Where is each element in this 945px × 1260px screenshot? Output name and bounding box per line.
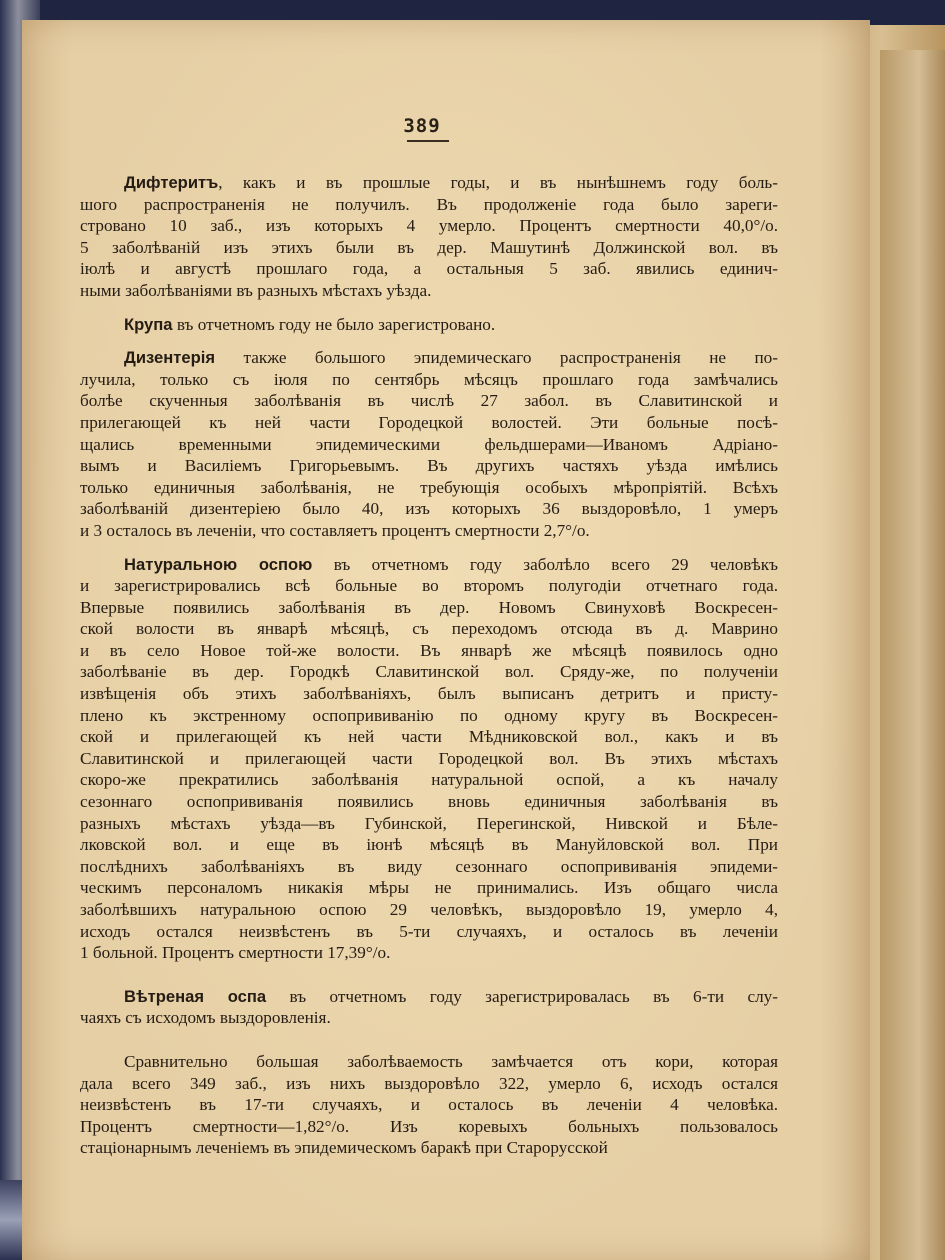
- line-text: и 3 осталось въ леченіи, что составляетъ процентъ смертности 2,7°/о.: [80, 520, 590, 540]
- line-text: и въ село Новое той-же волости. Въ январѣ же мѣсяцѣ появилось одно: [80, 640, 778, 660]
- text-line: [80, 1007, 778, 1029]
- text-line: [80, 520, 778, 542]
- line-text: также большого эпидемическаго распространенія не по-: [215, 348, 778, 368]
- line-text: лковской вол. и еще въ іюнѣ мѣсяцѣ въ Мануйловской вол. При: [80, 835, 778, 855]
- line-text: ческимъ персоналомъ никакія мѣры не принимались. Изъ общаго числа: [80, 878, 778, 898]
- text-line: [80, 575, 778, 597]
- line-text: ными заболѣваніями въ разныхъ мѣстахъ уѣзда.: [80, 280, 432, 300]
- section-keyword: Дифтеритъ: [124, 173, 219, 192]
- line-text: болѣе скученныя заболѣванія въ числѣ 27 забол. въ Славитинской и: [80, 391, 778, 411]
- section-keyword: Крупа: [124, 314, 173, 334]
- text-line: [80, 899, 778, 921]
- line-text: вымъ и Василіемъ Григорьевымъ. Въ другихъ частяхъ уѣзда имѣлись: [80, 456, 778, 476]
- line-text: лучила, только съ іюля по сентябрь мѣсяцъ прошлаго года замѣчались: [80, 369, 778, 389]
- line-text: только единичныя заболѣванія, не требующія особыхъ мѣропріятій. Всѣхъ: [80, 477, 778, 497]
- text-line: [80, 640, 778, 662]
- line-text: въ отчетномъ году не было зарегистровано.: [172, 314, 496, 334]
- text-line: [80, 498, 778, 520]
- page-body-text: [80, 172, 778, 1171]
- text-line: [80, 705, 778, 727]
- text-line: [80, 791, 778, 813]
- line-text: , какъ и въ прошлые годы, и въ нынѣшнемъ году боль-: [218, 173, 778, 192]
- line-text: заболѣваніе въ дер. Городкѣ Славитинской вол. Сряду-же, по полученіи: [80, 662, 778, 682]
- line-text: исходъ остался неизвѣстенъ въ 5-ти случаяхъ, и осталось въ леченіи: [80, 921, 778, 941]
- text-line: [80, 215, 778, 237]
- line-text: сезоннаго оспопрививанія появились вновь единичныя заболѣванія въ: [80, 792, 778, 812]
- line-text: Впервые появились заболѣванія въ дер. Новомъ Свинуховѣ Воскресен-: [80, 597, 778, 617]
- book-page: [22, 20, 870, 1260]
- line-text: стаціонарнымъ леченіемъ въ эпидемическомъ баракѣ при Старорусской: [80, 1138, 608, 1158]
- text-line: [80, 1094, 778, 1116]
- paragraph: [80, 347, 778, 541]
- line-text: скоро-же прекратились заболѣванія натуральной оспой, а къ началу: [80, 770, 778, 790]
- line-text: заболѣваній дизентеріею было 40, изъ которыхъ 36 выздоровѣло, 1 умеръ: [80, 499, 778, 519]
- line-text: заболѣвшихъ натуральною оспою 29 человѣкъ, выздоровѣло 19, умерло 4,: [80, 900, 778, 919]
- line-text: 5 заболѣваній изъ этихъ были въ дер. Машутинѣ Должинской вол. въ: [80, 237, 778, 257]
- text-line: [80, 856, 778, 878]
- text-line: [80, 661, 778, 683]
- line-text: стровано 10 заб., изъ которыхъ 4 умерло. Процентъ смертности 40,0°/о.: [80, 216, 778, 236]
- line-text: шого распространенія не получилъ. Въ продолженіе года было зареги-: [80, 194, 778, 214]
- line-text: ской и прилегающей къ ней части Мѣдниковской вол., какъ и въ: [80, 727, 778, 747]
- line-text: Славитинской и прилегающей части Городецкой вол. Въ этихъ мѣстахъ: [80, 748, 778, 768]
- line-text: 1 больной. Процентъ смертности 17,39°/о.: [80, 943, 391, 963]
- text-line: [80, 921, 778, 943]
- line-text: неизвѣстенъ въ 17-ти случаяхъ, и осталось въ леченіи 4 человѣка.: [80, 1095, 778, 1115]
- text-line: [80, 1116, 778, 1138]
- line-text: Сравнительно большая заболѣваемость замѣчается отъ кори, которая: [124, 1051, 778, 1071]
- text-line: [80, 314, 778, 336]
- line-text: въ отчетномъ году заболѣло всего 29 человѣкъ: [312, 554, 778, 574]
- text-line: [80, 280, 778, 302]
- line-text: чаяхъ съ исходомъ выздоровленія.: [80, 1008, 331, 1028]
- paragraph: [80, 1051, 778, 1159]
- line-text: плено къ экстренному оспопрививанію по одному кругу въ Воскресен-: [80, 705, 778, 725]
- line-text: ской волости въ январѣ мѣсяцѣ, съ переходомъ отсюда въ д. Маврино: [80, 619, 778, 639]
- text-line: [80, 813, 778, 835]
- text-line: [80, 986, 778, 1008]
- underlying-page-edge-2: [880, 50, 945, 1260]
- page-number-underline: [407, 140, 449, 142]
- paragraph: [80, 986, 778, 1029]
- paragraph: [80, 314, 778, 336]
- text-line: [80, 194, 778, 216]
- text-line: [80, 769, 778, 791]
- page-number: 389: [403, 115, 441, 137]
- text-line: [80, 237, 778, 259]
- paragraph: [80, 172, 778, 302]
- paragraph: [80, 554, 778, 964]
- text-line: [80, 877, 778, 899]
- text-line: [80, 412, 778, 434]
- text-line: [80, 455, 778, 477]
- section-keyword: Натуральною оспою: [124, 554, 313, 574]
- line-text: іюлѣ и августѣ прошлаго года, а остальныя 5 заб. явились единич-: [80, 259, 778, 279]
- text-line: [80, 683, 778, 705]
- text-line: [80, 390, 778, 412]
- line-text: извѣщенія объ этихъ заболѣваніяхъ, былъ выписанъ детритъ и присту-: [80, 684, 778, 704]
- text-line: [80, 618, 778, 640]
- section-keyword: Вѣтреная оспа: [124, 986, 267, 1006]
- text-line: [80, 347, 778, 369]
- line-text: послѣднихъ заболѣваніяхъ въ виду сезоннаго оспопрививанія эпидеми-: [80, 856, 778, 876]
- text-line: [80, 172, 778, 194]
- text-line: [80, 597, 778, 619]
- text-line: [80, 434, 778, 456]
- text-line: [80, 258, 778, 280]
- text-line: [80, 942, 778, 964]
- text-line: [80, 726, 778, 748]
- text-line: [80, 1051, 778, 1073]
- text-line: [80, 554, 778, 576]
- section-keyword: Дизентерія: [124, 348, 216, 368]
- line-text: дала всего 349 заб., изъ нихъ выздоровѣло 322, умерло 6, исходъ остался: [80, 1073, 778, 1093]
- text-line: [80, 477, 778, 499]
- line-text: и зарегистрировались всѣ больные во второмъ полугодіи отчетнаго года.: [80, 576, 778, 596]
- text-line: [80, 369, 778, 391]
- line-text: прилегающей къ ней части Городецкой волостей. Эти больные посѣ-: [80, 412, 778, 432]
- line-text: въ отчетномъ году зарегистрировалась въ 6-ти слу-: [266, 986, 778, 1006]
- line-text: разныхъ мѣстахъ уѣзда—въ Губинской, Перегинской, Нивской и Бѣле-: [80, 813, 778, 833]
- text-line: [80, 1073, 778, 1095]
- text-line: [80, 1137, 778, 1159]
- text-line: [80, 748, 778, 770]
- text-line: [80, 834, 778, 856]
- line-text: щались временными эпидемическими фельдшерами—Иваномъ Адріано-: [80, 434, 778, 454]
- line-text: Процентъ смертности—1,82°/о. Изъ коревыхъ больныхъ пользовалось: [80, 1116, 778, 1136]
